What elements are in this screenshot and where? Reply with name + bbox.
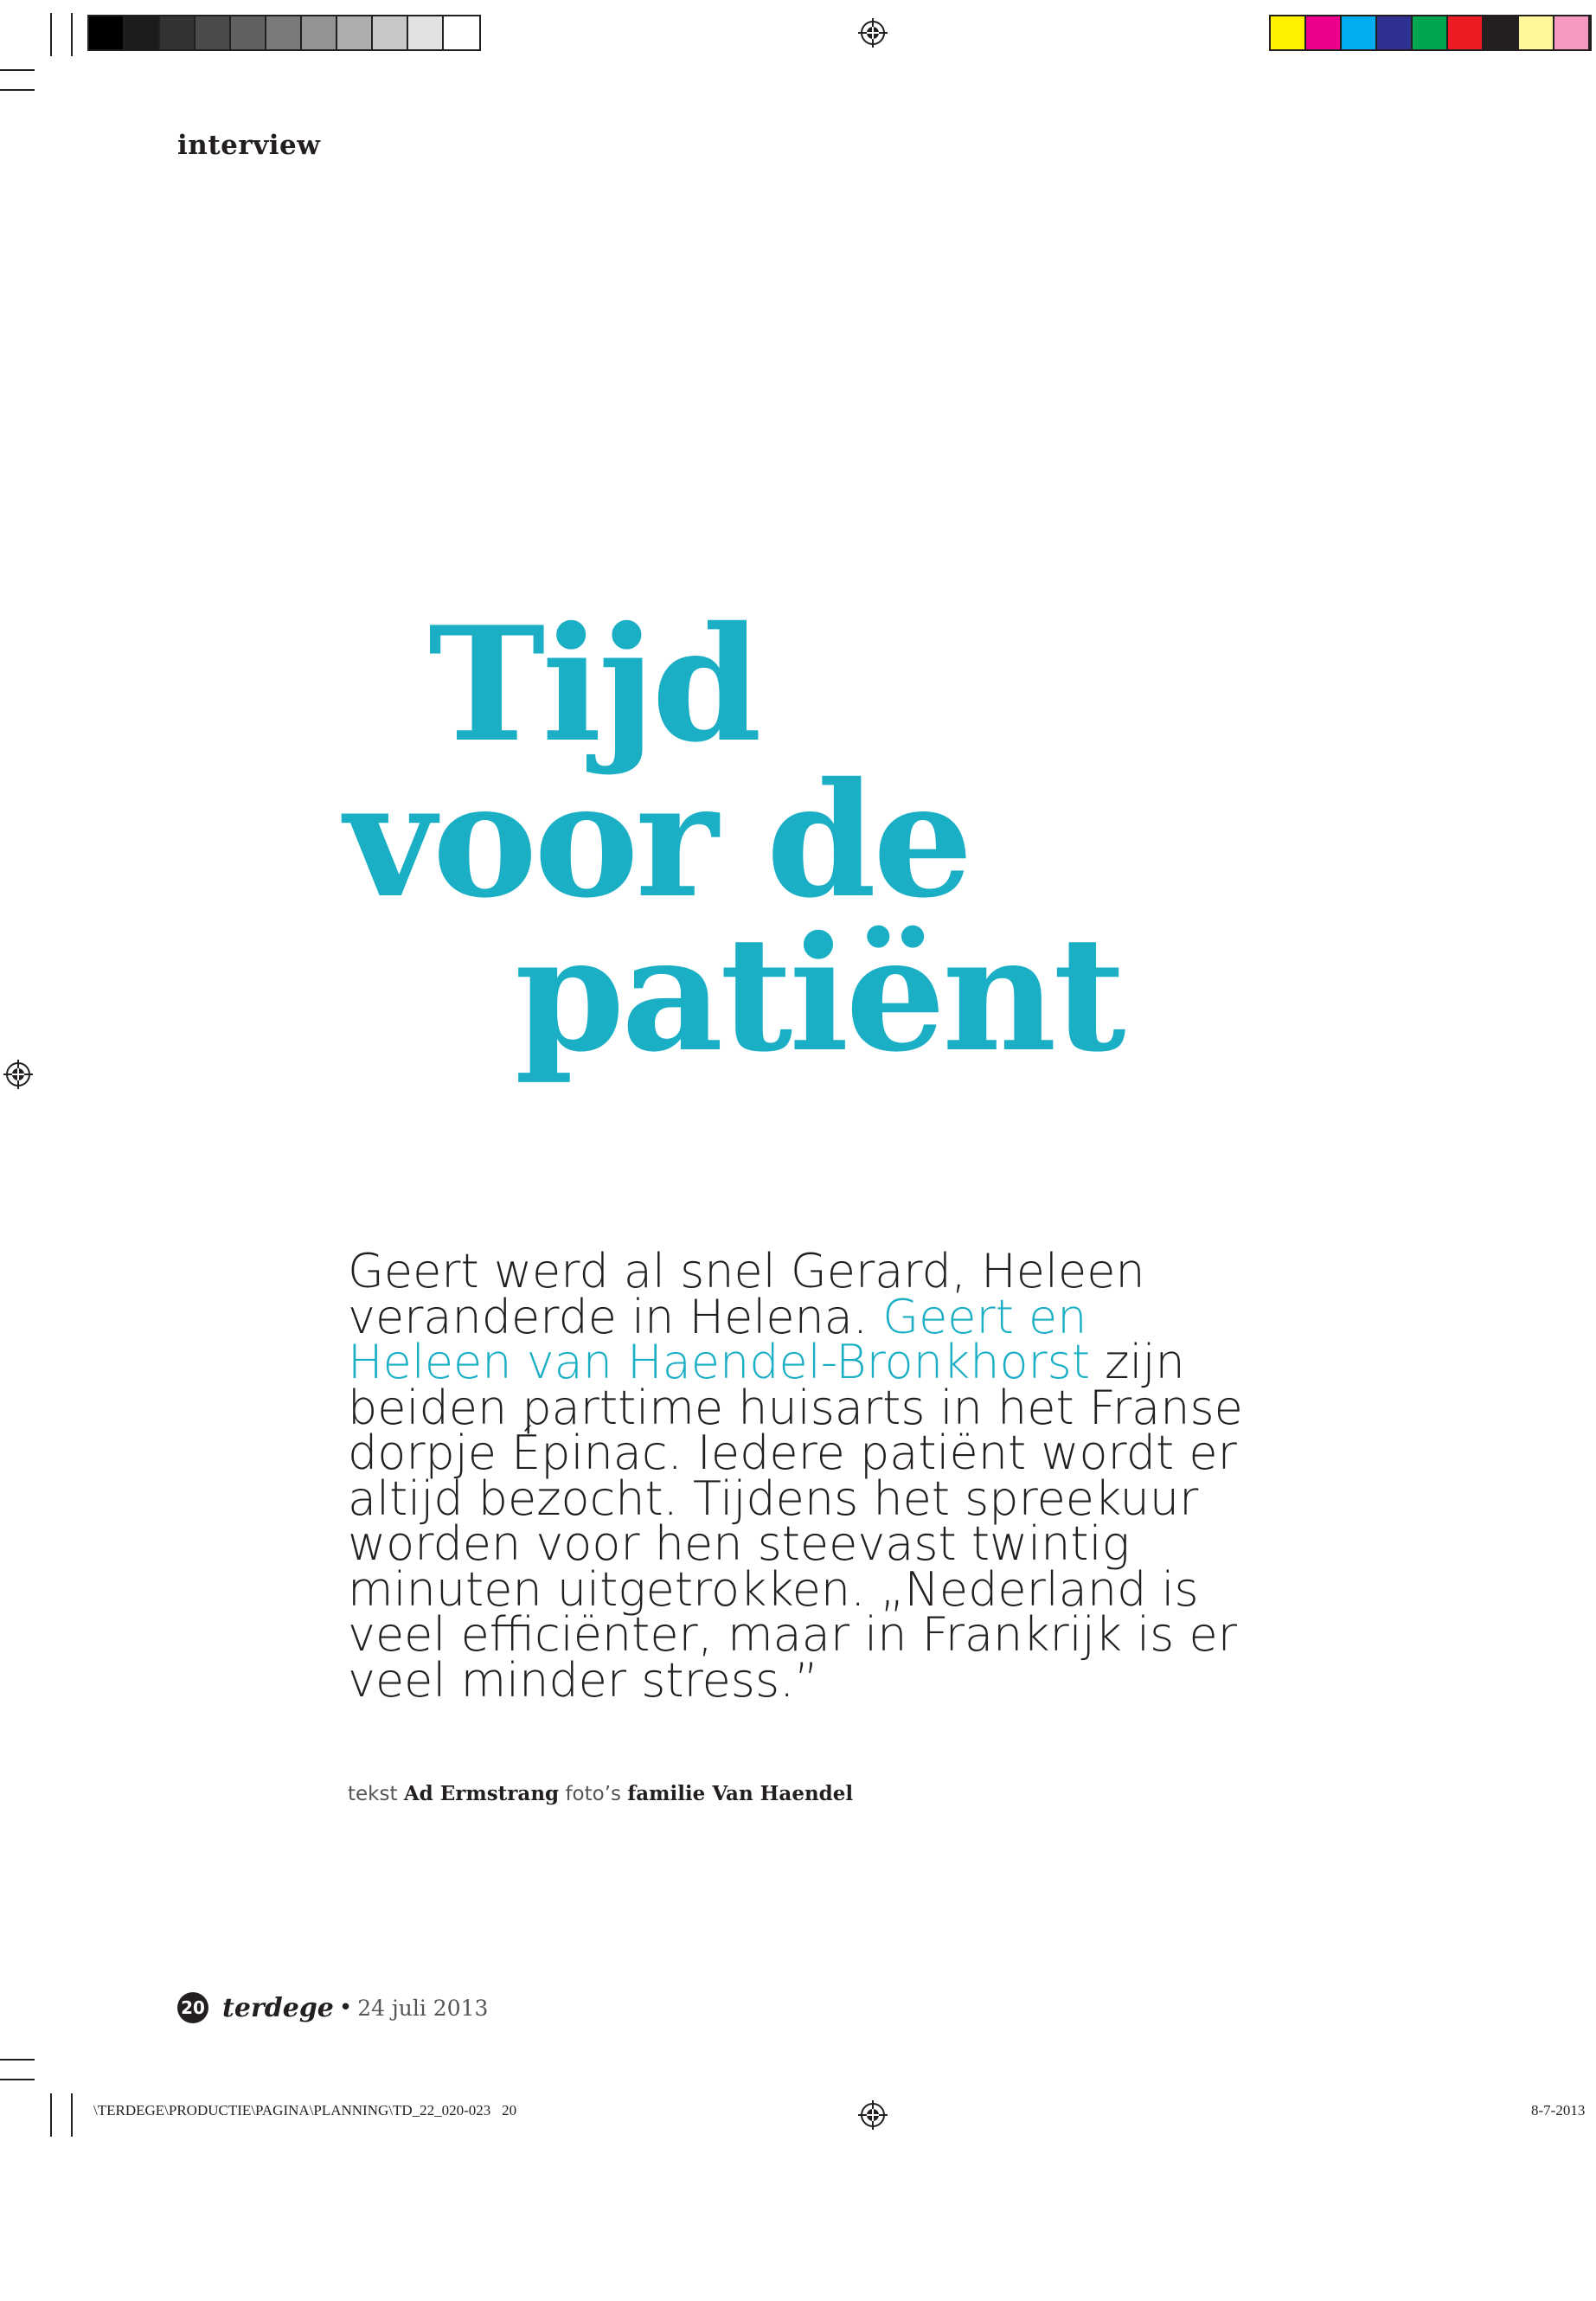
crop-mark: [50, 2093, 52, 2137]
crop-mark: [0, 2079, 35, 2080]
color-swatch: [160, 16, 195, 49]
color-swatch: [1271, 16, 1306, 49]
slug-file-path: \TERDEGE\PRODUCTIE\PAGINA\PLANNING\TD_22_020-023: [93, 2102, 491, 2118]
section-label: interview: [177, 130, 321, 161]
color-swatch: [1377, 16, 1413, 49]
slug-page: 20: [502, 2102, 517, 2118]
color-control-strip: [1269, 15, 1592, 51]
color-swatch: [1448, 16, 1484, 49]
crop-mark: [71, 13, 73, 56]
byline: [348, 1782, 853, 1805]
page-number-badge: 20: [177, 1992, 208, 2023]
credit-photo-label: foto’s: [565, 1783, 622, 1805]
headline-line-3: patiënt: [515, 901, 1123, 1086]
issue-date: 24 juli 2013: [357, 1995, 489, 2021]
color-swatch: [1519, 16, 1554, 49]
slug-date: 8-7-2013: [1531, 2102, 1586, 2118]
color-swatch: [1306, 16, 1342, 49]
color-swatch: [302, 16, 337, 49]
color-swatch: [1554, 16, 1590, 49]
lead-paragraph: [348, 1244, 1265, 1708]
color-swatch: [266, 16, 302, 49]
color-swatch: [1484, 16, 1519, 49]
lead-highlight-names: Geert en Heleen van Haendel-Bronkhorst: [348, 1289, 1090, 1389]
lead-text-part-1: Geert werd al snel Gerard, Heleen veranderde in Helena.: [348, 1244, 1145, 1344]
crop-mark: [50, 13, 52, 56]
footer-separator: •: [338, 1995, 353, 2021]
color-swatch: [195, 16, 231, 49]
crop-mark: [0, 89, 35, 91]
color-swatch: [125, 16, 160, 49]
credit-photographer: familie Van Haendel: [627, 1782, 854, 1805]
color-swatch: [373, 16, 408, 49]
credit-text-label: tekst: [348, 1783, 398, 1805]
crosshair-target-icon: [3, 1060, 33, 1089]
page-footer: [177, 1992, 488, 2023]
headline-line-1: Tijd: [428, 592, 759, 777]
crop-mark: [0, 69, 35, 71]
color-swatch: [89, 16, 125, 49]
crosshair-target-icon: [858, 2100, 888, 2130]
headline-line-2: voor de: [344, 747, 970, 933]
color-swatch: [444, 16, 479, 49]
color-swatch: [1413, 16, 1448, 49]
crosshair-target-icon: [858, 18, 888, 48]
grayscale-control-strip: [87, 15, 481, 51]
crop-mark: [71, 2093, 73, 2137]
color-swatch: [408, 16, 444, 49]
color-swatch: [337, 16, 373, 49]
slug-path: [93, 2102, 516, 2119]
lead-text-part-2: zijn beiden parttime huisarts in het Franse dorpje Épinac. Iedere patiënt wordt er altijd bezocht. Tijdens het spreekuur worden voor hen steevast twintig minuten uitgetrokken. „Nederland is veel efficiënter, maar in Frankrijk is er veel minder stress.”: [348, 1335, 1243, 1708]
crop-mark: [0, 2059, 35, 2061]
credit-author: Ad Ermstrang: [403, 1782, 560, 1805]
magazine-brand: terdege: [222, 1992, 334, 2023]
color-swatch: [1342, 16, 1377, 49]
color-swatch: [231, 16, 266, 49]
